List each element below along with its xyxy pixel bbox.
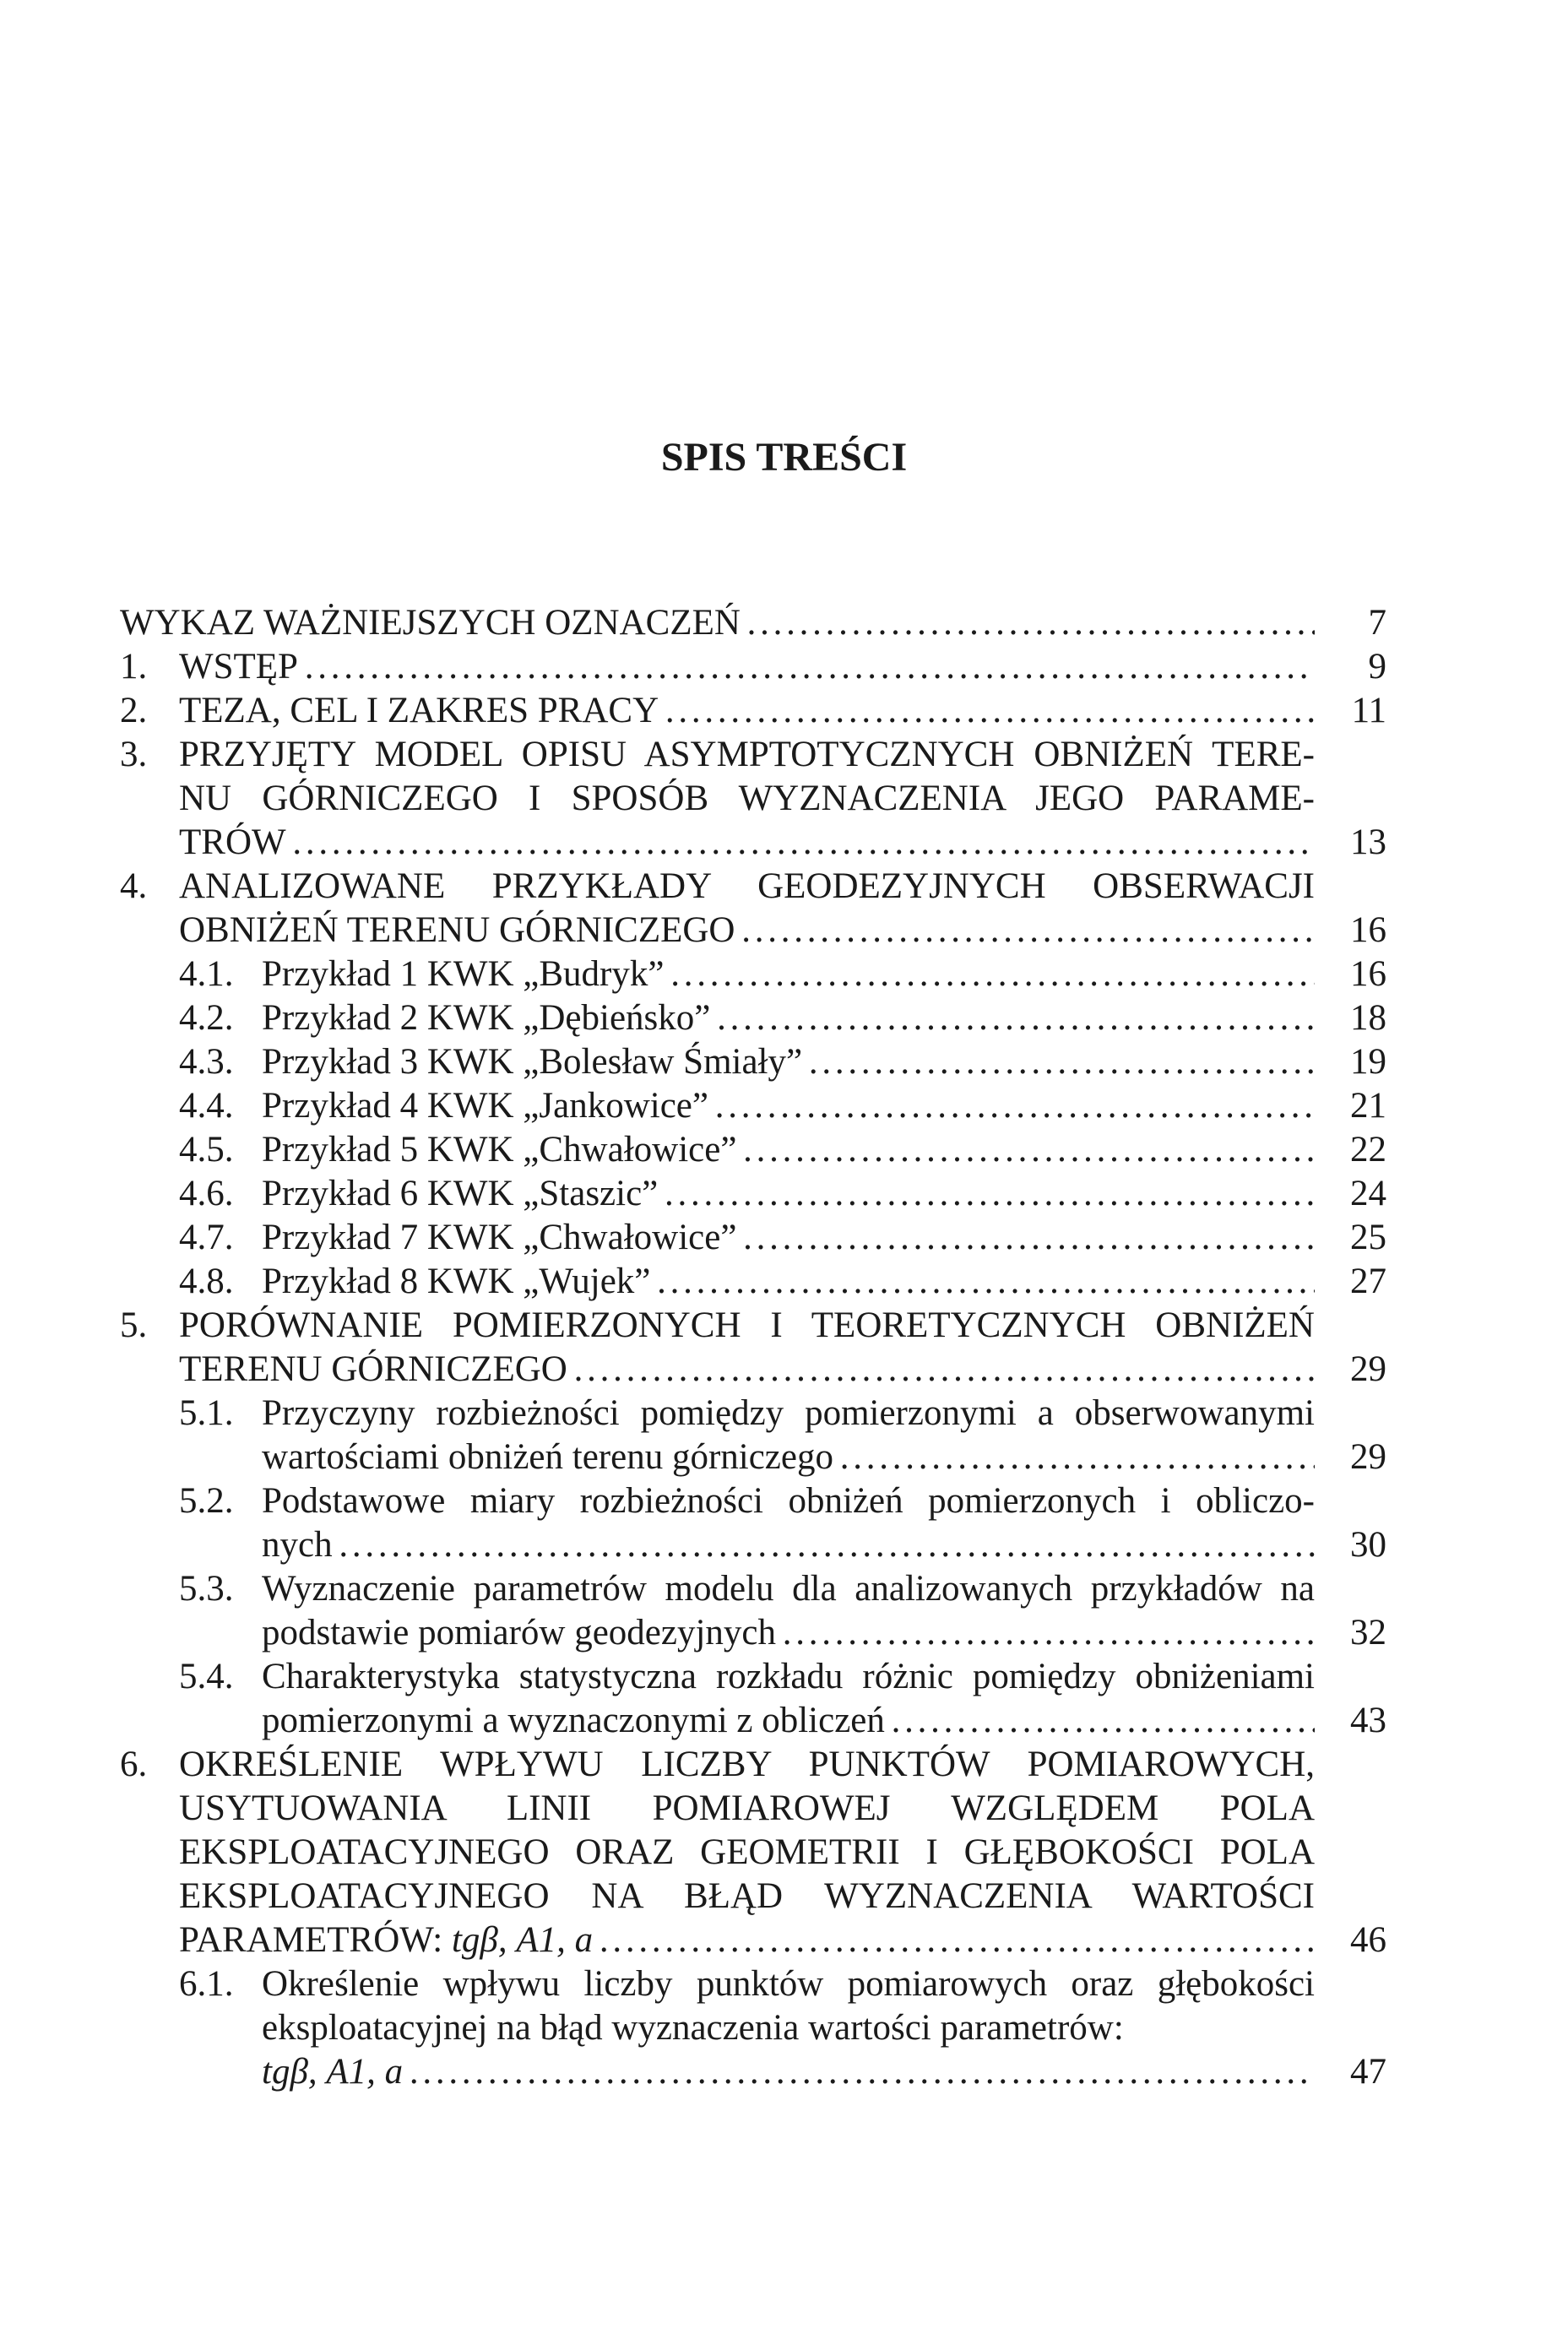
toc-entry-number: 4.6. (179, 1174, 234, 1213)
toc-entry-continuation: wartościami obniżeń terenu górniczego . . . (262, 1435, 1315, 1480)
toc-entry-5-4[interactable] (179, 1654, 1315, 1700)
toc-entry-text: Wyznaczenie parametrów modelu dla analizowanych przykładów na (262, 1569, 1315, 1609)
toc-entry-3[interactable] (120, 732, 1315, 778)
toc-page-number: 29 (1350, 1349, 1386, 1389)
toc-page-number: 9 (1368, 647, 1386, 687)
toc-entry-text: OKREŚLENIE WPŁYWU LICZBY PUNKTÓW POMIAROWYCH, (179, 1745, 1315, 1784)
toc-entry-text: Przykład 5 KWK „Chwałowice” . . . (262, 1127, 1315, 1173)
toc-entry-5-1[interactable] (179, 1391, 1315, 1436)
toc-entry-4-4[interactable] (179, 1083, 1315, 1129)
toc-entry-number: 5.4. (179, 1657, 234, 1696)
toc-page-number: 11 (1351, 691, 1386, 730)
toc-entry-continuation: USYTUOWANIA LINII POMIAROWEJ WZGLĘDEM POLA (179, 1788, 1315, 1828)
toc-page-number: 43 (1350, 1701, 1386, 1740)
toc-entry-continuation: TERENU GÓRNICZEGO . . . (179, 1347, 1315, 1392)
toc-page-number: 47 (1350, 2052, 1386, 2092)
toc-entry-number: 5.3. (179, 1569, 234, 1609)
toc-entry-2[interactable] (120, 688, 1315, 734)
toc-page-number: 24 (1350, 1174, 1386, 1213)
toc-page-number: 30 (1350, 1525, 1386, 1565)
toc-page-number: 16 (1350, 910, 1386, 950)
toc-entry-number: 4.7. (179, 1218, 234, 1257)
toc-entry-continuation: OBNIŻEŃ TERENU GÓRNICZEGO . . . (179, 908, 1315, 953)
toc-entry-symbols[interactable] (120, 600, 1315, 646)
toc-entry-continuation: PARAMETRÓW: tgβ, A1, a . . . (179, 1918, 1315, 1963)
toc-page-number: 32 (1350, 1613, 1386, 1653)
toc-entry-text: Przykład 6 KWK „Staszic” . . . (262, 1171, 1315, 1217)
parameters-formula: tgβ, A1, a (451, 1920, 594, 1960)
toc-entry-number: 4.2. (179, 998, 234, 1038)
toc-entry-5-3[interactable] (179, 1566, 1315, 1612)
toc-page-number: 29 (1350, 1437, 1386, 1477)
toc-entry-text: Przykład 3 KWK „Bolesław Śmiały” . . . (262, 1039, 1315, 1085)
toc-entry-6[interactable] (120, 1742, 1315, 1788)
toc-entry-text: Przyczyny rozbieżności pomiędzy pomierzonymi a obserwowanymi (262, 1393, 1315, 1433)
toc-entry-4-7[interactable] (179, 1215, 1315, 1261)
toc-entry-number: 3. (120, 735, 148, 774)
toc-entry-text: Określenie wpływu liczby punktów pomiarowych oraz głębokości (262, 1964, 1315, 2004)
toc-page-number: 21 (1350, 1086, 1386, 1126)
parameters-formula: tgβ, A1, a (262, 2052, 404, 2092)
toc-entry-number: 4.1. (179, 954, 234, 994)
toc-entry-number: 4.5. (179, 1130, 234, 1170)
toc-entry-text: Przykład 8 KWK „Wujek” . . . (262, 1259, 1315, 1305)
toc-entry-continuation: EKSPLOATACYJNEGO ORAZ GEOMETRII I GŁĘBOKOŚCI POLA (179, 1832, 1315, 1872)
toc-entry-text: TEZA, CEL I ZAKRES PRACY . . . (179, 688, 1315, 734)
toc-entry-continuation: pomierzonymi a wyznaczonymi z obliczeń . . . (262, 1698, 1315, 1744)
toc-entry-number: 5.1. (179, 1393, 234, 1433)
toc-entry-text: Podstawowe miary rozbieżności obniżeń pomierzonych i obliczo- (262, 1481, 1315, 1521)
toc-entry-text: Przykład 1 KWK „Budryk” . . . (262, 952, 1315, 997)
toc-entry-4[interactable] (120, 864, 1315, 909)
toc-entry-number: 4.3. (179, 1042, 234, 1082)
toc-entry-text: ANALIZOWANE PRZYKŁADY GEODEZYJNYCH OBSERWACJI (179, 866, 1315, 906)
toc-page-number: 13 (1350, 822, 1386, 862)
toc-entry-4-2[interactable] (179, 996, 1315, 1041)
toc-entry-number: 6.1. (179, 1964, 234, 2004)
toc-entry-text: PORÓWNANIE POMIERZONYCH I TEORETYCZNYCH OBNIŻEŃ (179, 1305, 1315, 1345)
toc-page-number: 7 (1368, 603, 1386, 643)
toc-entry-number: 5. (120, 1305, 148, 1345)
toc-entry-text: Przykład 4 KWK „Jankowice” . . . (262, 1083, 1315, 1129)
toc-page-number: 46 (1350, 1920, 1386, 1960)
toc-entry-number: 6. (120, 1745, 148, 1784)
toc-entry-continuation: EKSPLOATACYJNEGO NA BŁĄD WYZNACZENIA WARTOŚCI (179, 1876, 1315, 1916)
toc-page-number: 18 (1350, 998, 1386, 1038)
toc-entry-5[interactable] (120, 1303, 1315, 1349)
toc-entry-number: 5.2. (179, 1481, 234, 1521)
toc-entry-1[interactable] (120, 644, 1315, 690)
toc-entry-number: 2. (120, 691, 148, 730)
toc-entry-4-5[interactable] (179, 1127, 1315, 1173)
toc-entry-4-3[interactable] (179, 1039, 1315, 1085)
toc-entry-continuation (262, 2049, 1315, 2095)
page-title: SPIS TREŚCI (660, 435, 908, 480)
toc-entry-number: 4.4. (179, 1086, 234, 1126)
toc-entry-text: WSTĘP . . . (179, 644, 1315, 690)
toc-entry-number: 4.8. (179, 1262, 234, 1301)
toc-page-number: 19 (1350, 1042, 1386, 1082)
toc-page-number: 25 (1350, 1218, 1386, 1257)
toc-entry-continuation: TRÓW . . . (179, 820, 1315, 866)
toc-entry-number: 4. (120, 866, 148, 906)
toc-entry-4-1[interactable] (179, 952, 1315, 997)
toc-page-number: 22 (1350, 1130, 1386, 1170)
toc-page-number: 27 (1350, 1262, 1386, 1301)
toc-page-number: 16 (1350, 954, 1386, 994)
toc-entry-4-8[interactable] (179, 1259, 1315, 1305)
toc-entry-text: PRZYJĘTY MODEL OPISU ASYMPTOTYCZNYCH OBNIŻEŃ TERE- (179, 735, 1315, 774)
toc-entry-continuation: NU GÓRNICZEGO I SPOSÓB WYZNACZENIA JEGO PARAME- (179, 779, 1315, 818)
toc-entry-6-1[interactable] (179, 1962, 1315, 2007)
toc-entry-text: Przykład 7 KWK „Chwałowice” . . . (262, 1215, 1315, 1261)
toc-entry-text: Charakterystyka statystyczna rozkładu różnic pomiędzy obniżeniami (262, 1657, 1315, 1696)
toc-entry-4-6[interactable] (179, 1171, 1315, 1217)
toc-entry-number: 1. (120, 647, 148, 687)
toc-entry-text: WYKAZ WAŻNIEJSZYCH OZNACZEŃ . . . (120, 600, 1315, 646)
toc-entry-continuation: eksploatacyjnej na błąd wyznaczenia wartości parametrów: (262, 2008, 1124, 2048)
toc-entry-5-2[interactable] (179, 1479, 1315, 1524)
toc-entry-text: Przykład 2 KWK „Dębieńsko” . . . (262, 996, 1315, 1041)
toc-entry-continuation: podstawie pomiarów geodezyjnych . . . (262, 1610, 1315, 1656)
toc-entry-continuation: nych . . . (262, 1522, 1315, 1568)
